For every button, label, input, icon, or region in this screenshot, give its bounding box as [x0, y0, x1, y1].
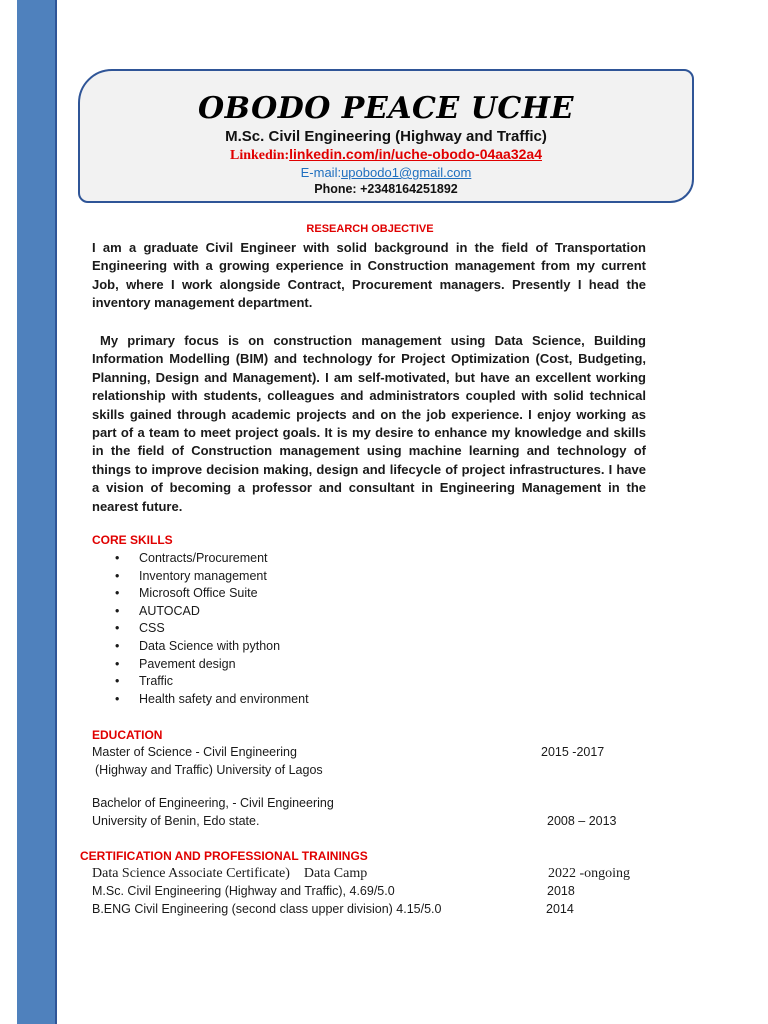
list-item: • AUTOCAD	[115, 603, 309, 621]
certification-year: 2022 -ongoing	[548, 866, 631, 881]
certification-item: Data Science Associate Certificate) Data Camp	[92, 866, 368, 881]
core-skills-title: CORE SKILLS	[92, 533, 173, 547]
candidate-name: OBODO PEACE UCHE	[198, 91, 574, 126]
email-line	[80, 165, 692, 180]
msc-degree: Master of Science - Civil Engineering	[92, 745, 297, 759]
certification-item: M.Sc. Civil Engineering (Highway and Traffic), 4.69/5.0	[92, 884, 395, 898]
beng-institution: University of Benin, Edo state.	[92, 814, 260, 828]
research-paragraph-2: My primary focus is on construction management using Data Science, Building Information Modelling (BIM) and technology for Project Optimization (Cost, Budgeting, Planning, Design and Management). I am self-motivated, but have an excellent working relationship with students, colleagues and administrators coupled with solid technical skills gained through academic projects and on the job experience. I enjoy working as part of a team to meet project goals. It is my desire to enhance my knowledge and skills in the field of Construction management using machine learning and technology of things to improve decision making, design and lifecycle of project infrastructures. I have a vision of becoming a professor and consultant in Engineering Management in the nearest future.	[92, 333, 646, 514]
email-link[interactable]: upobodo1@gmail.com	[341, 165, 472, 180]
decorative-side-bar	[17, 0, 57, 1024]
email-label: E-mail:	[300, 165, 342, 180]
msc-institution: (Highway and Traffic) University of Lagos	[95, 763, 323, 777]
list-item: • Microsoft Office Suite	[115, 585, 309, 603]
list-item: • Health safety and environment	[115, 691, 309, 709]
education-title: EDUCATION	[92, 728, 163, 742]
certification-year: 2014	[546, 902, 574, 916]
certification-title: CERTIFICATION AND PROFESSIONAL TRAININGS	[80, 849, 368, 863]
phone-number: Phone: +2348164251892	[314, 182, 458, 196]
beng-years: 2008 – 2013	[547, 814, 617, 828]
certification-year: 2018	[547, 884, 575, 898]
msc-years: 2015 -2017	[541, 745, 605, 759]
candidate-degree: M.Sc. Civil Engineering (Highway and Traffic)	[225, 128, 547, 145]
research-objective-title: RESEARCH OBJECTIVE	[306, 223, 434, 235]
beng-degree: Bachelor of Engineering, - Civil Engineering	[92, 796, 334, 810]
linkedin-label: Linkedin:	[230, 148, 290, 163]
core-skills-list	[115, 550, 309, 708]
list-item: • Contracts/Procurement	[115, 550, 309, 568]
list-item: • Traffic	[115, 673, 309, 691]
list-item: • Inventory management	[115, 568, 309, 586]
list-item: • Data Science with python	[115, 638, 309, 656]
list-item: • Pavement design	[115, 656, 309, 674]
linkedin-line	[80, 146, 692, 164]
linkedin-link[interactable]: linkedin.com/in/uche-obodo-04aa32a4	[289, 146, 542, 162]
research-paragraph-1: I am a graduate Civil Engineer with solid background in the field of Transportation Engineering with a growing experience in Construction management from my current Job, where I work alongside Contract, Procurement managers. Presently I head the inventory management department.	[92, 240, 646, 311]
certification-item: B.ENG Civil Engineering (second class upper division) 4.15/5.0	[92, 902, 442, 916]
list-item: • CSS	[115, 620, 309, 638]
header-box	[78, 69, 694, 203]
